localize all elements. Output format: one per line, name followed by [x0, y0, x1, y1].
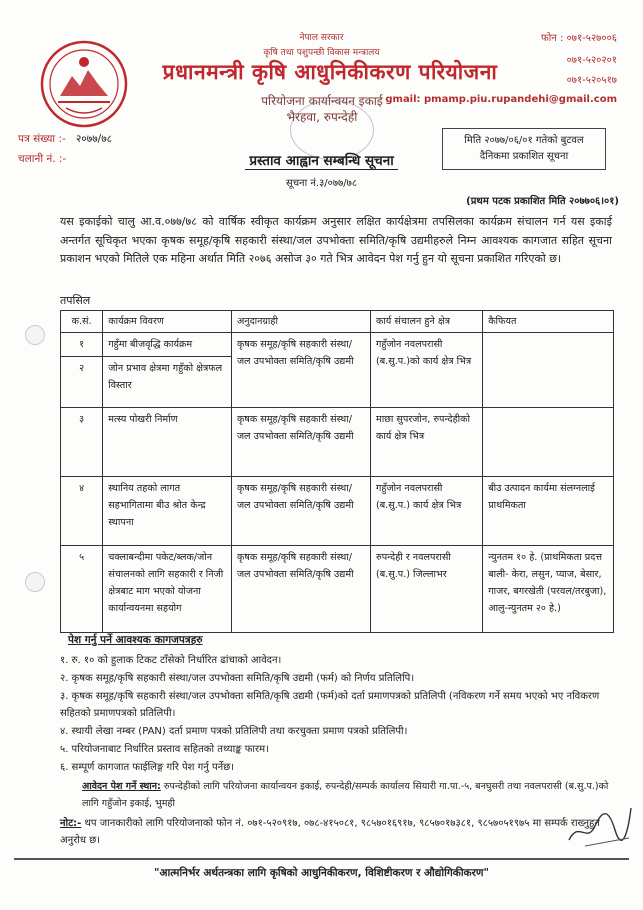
table-row	[61, 408, 614, 477]
cell-remarks: बीउ उत्पादन कार्यमा संलग्नलाई प्राथमिकता	[483, 477, 614, 546]
document-item: ५. परियोजनाबाट निर्धारित प्रस्ताव सहितको तथ्याङ्क फारम।	[60, 744, 269, 755]
footer-divider	[14, 858, 629, 860]
details-label: तपसिल	[60, 294, 91, 307]
first-publication-date: (प्रथम पटक प्रकाशित मिति २०७७०६।०१)	[466, 196, 619, 207]
submission-place-label: आवेदन पेश गर्ने स्थान:	[82, 781, 161, 792]
publication-line-1: मिति २०७७/०६/०१ गतेको बुटवल	[464, 135, 584, 146]
header-area: कार्य संचालन हुने क्षेत्र	[370, 311, 482, 333]
header-grantee: अनुदानग्राही	[231, 311, 370, 333]
cell-remarks: न्युनतम १० हे. (प्राथमिकता प्रदत्त बाली- केरा, लसुन, प्याज, बेसार, गाजर, बगरखेती (परवल/तरबुजा), आलु-न्युनतम २० हे.)	[483, 546, 614, 633]
dispatch-number-label: चलानी नं. :-	[18, 153, 67, 165]
letter-number	[18, 132, 112, 146]
punch-hole-bottom	[25, 572, 45, 592]
table-row	[61, 546, 614, 633]
cell-grantee: कृषक समूह/कृषि सहकारी संस्था/जल उपभोक्ता समिति/कृषि उद्यमी	[231, 477, 370, 546]
cell-remarks	[483, 408, 614, 477]
cell-program: जोन प्रभाव क्षेत्रमा गहुँको क्षेत्रफल विस्तार	[103, 357, 232, 408]
gov-line-1: नेपाल सरकार	[299, 33, 344, 43]
cell-program: स्थानिय तहको लागत सहभागितामा बीउ श्रोत केन्द्र स्थापना	[103, 477, 232, 546]
cell-area: माछा सुपरजोन, रुपन्देहीको कार्य क्षेत्र भित्र	[370, 408, 482, 477]
notice-title	[0, 151, 643, 169]
punch-hole-top	[25, 325, 45, 345]
project-title: प्रधानमन्त्री कृषि आधुनिकीकरण परियोजना	[162, 60, 498, 84]
intro-paragraph: यस इकाईको चालु आ.व.०७७/७८ को वार्षिक स्वीकृत कार्यक्रम अनुसार लक्षित कार्यक्षेत्रमा तपसिलका कार्यक्रम संचालन गर्न यस इकाई अन्तर्गत सूचिकृत भएका कृषक समूह/कृषि सहकारी संस्था/जल उपभोक्ता समिति/कृषि उद्यमीहरुले निम्न आवश्यक कागजात सहित सूचना प्रकाशन भएको मितिले एक महिना अर्थात मिति २०७६ असोज ३० गते भित्र आवेदन पेश गर्नु हुन यो सूचना प्रकाशित गरिएको छ।	[60, 215, 612, 265]
cell-area: गहुँजोन नवलपरासी (ब.सु.प.) कार्य क्षेत्र भित्र	[370, 477, 482, 546]
notice-title-text: प्रस्ताव आह्वान सम्बन्धि सूचना	[245, 153, 397, 170]
footer-slogan: "आत्मनिर्भर अर्थतन्त्रका लागि कृषिको आधुनिकीकरण, विशिष्टीकरण र औद्योगिकीकरण"	[154, 867, 489, 879]
document-item: ३. कृषक समूह/कृषि सहकारी संस्था/जल उपभोक्ता समिति/कृषि उद्यमी (फर्म)को दर्ता प्रमाणपत्रको प्रतिलिपी (नविकरण गर्ने समय भएको भए नविकरण सहितको प्रमाणपत्रको प्रतिलिपी।	[60, 691, 600, 719]
cell-sn: १	[61, 333, 103, 357]
cell-grantee: कृषक समूह/कृषि सहकारी संस्था/जल उपभोक्ता समिति/कृषि उद्यमी	[231, 408, 370, 477]
cell-sn: ५	[61, 546, 103, 633]
unit-line-2: भैरहवा, रुपन्देही	[286, 110, 358, 124]
table-row	[61, 477, 614, 546]
cell-area: गहुँजोन नवलपरासी (ब.सु.प.)को कार्य क्षेत्र भित्र	[370, 333, 482, 408]
phone-3: ०७१-५२०५१७	[566, 75, 617, 86]
submission-place	[82, 778, 616, 812]
note-text: थप जानकारीको लागि परियोजनाको फोन नं. ०७१-५२०९१७, ०७८-४१५०८१, ९८५७०१६९१७, ९८५७०१७३८१, ९८५७०५१९७५ मा सम्पर्क राख्नुहुन अनुरोध छ।	[60, 818, 600, 846]
header-sn: क.सं.	[61, 311, 103, 333]
document-item: ६. सम्पूर्ण कागजात फाईलिङ्ग गरि पेश गर्नु पर्नेछ।	[60, 762, 235, 773]
cell-grantee: कृषक समूह/कृषि सहकारी संस्था/जल उपभोक्ता समिति/कृषि उद्यमी	[231, 546, 370, 633]
phone-2: ०७१-५२०२०१	[566, 55, 617, 66]
unit-line-1: परियोजना कार्यान्वयन इकाई	[261, 94, 383, 108]
publication-line-2: दैनिकमा प्रकाशित सूचना	[479, 151, 569, 162]
email-address: gmail: pmamp.piu.rupandehi@gmail.com	[385, 94, 617, 105]
notice-number: सूचना नं.३/०७७/७८	[285, 178, 358, 189]
signature	[565, 800, 635, 850]
documents-heading: पेश गर्नु पर्ने आवश्यक कागजपत्रहरु	[68, 634, 203, 646]
gov-line-2: कृषि तथा पशुपन्छी विकास मन्त्रालय	[263, 48, 380, 58]
table-header-row	[61, 311, 614, 333]
cell-program: गहुँमा बीजवृद्धि कार्यक्रम	[103, 333, 232, 357]
cell-program: मत्स्य पोखरी निर्माण	[103, 408, 232, 477]
document-item: ४. स्थायी लेखा नम्बर (PAN) दर्ता प्रमाण पत्रको प्रतिलिपी तथा करचुक्ता प्रमाण पत्रको प्रतिलिपी।	[60, 726, 408, 737]
header-remarks: कैफियत	[483, 311, 614, 333]
cell-sn: ३	[61, 408, 103, 477]
note-label: नोट:-	[60, 818, 82, 829]
cell-sn: ४	[61, 477, 103, 546]
document-item: २. कृषक समूह/कृषि सहकारी संस्था/जल उपभोक्ता समिति/कृषि उद्यमी (फर्म) को निर्णय प्रतिलिपि।	[60, 673, 415, 684]
contact-note	[60, 815, 616, 849]
phone-1: फोन : ०७१-५२७००६	[541, 33, 617, 44]
program-table	[60, 310, 614, 633]
letter-number-value: २०७७/७८	[75, 133, 113, 145]
cell-remarks	[483, 333, 614, 408]
cell-area: रुपन्देही र नवलपरासी (ब.सु.प.) जिल्लाभर	[370, 546, 482, 633]
table-row	[61, 333, 614, 357]
submission-place-text: रुपन्देहीको लागि परियोजना कार्यान्वयन इकाई, रुपन्देही/सम्पर्क कार्यालय सियारी गा.पा.-५, बनघुसरी तथा नवलपरासी (ब.सु.प.)को लागि गहुँजोन इकाई, भुमही	[82, 781, 609, 809]
document-item: १. रु. १० को हुलाक टिकट टाँसेको निर्धारित ढांचाको आवेदन।	[60, 655, 282, 666]
cell-program: चक्लाबन्दीमा पकेट/ब्लक/जोन संचालनको लागि सहकारी र निजी क्षेत्रबाट माग भएको योजना कार्यान्वयनमा सहयोग	[103, 546, 232, 633]
cell-sn: २	[61, 357, 103, 408]
cell-grantee: कृषक समूह/कृषि सहकारी संस्था/जल उपभोक्ता समिति/कृषि उद्यमी	[231, 333, 370, 408]
letter-number-label: पत्र संख्या :-	[18, 133, 66, 145]
header-program: कार्यक्रम विवरण	[103, 311, 232, 333]
